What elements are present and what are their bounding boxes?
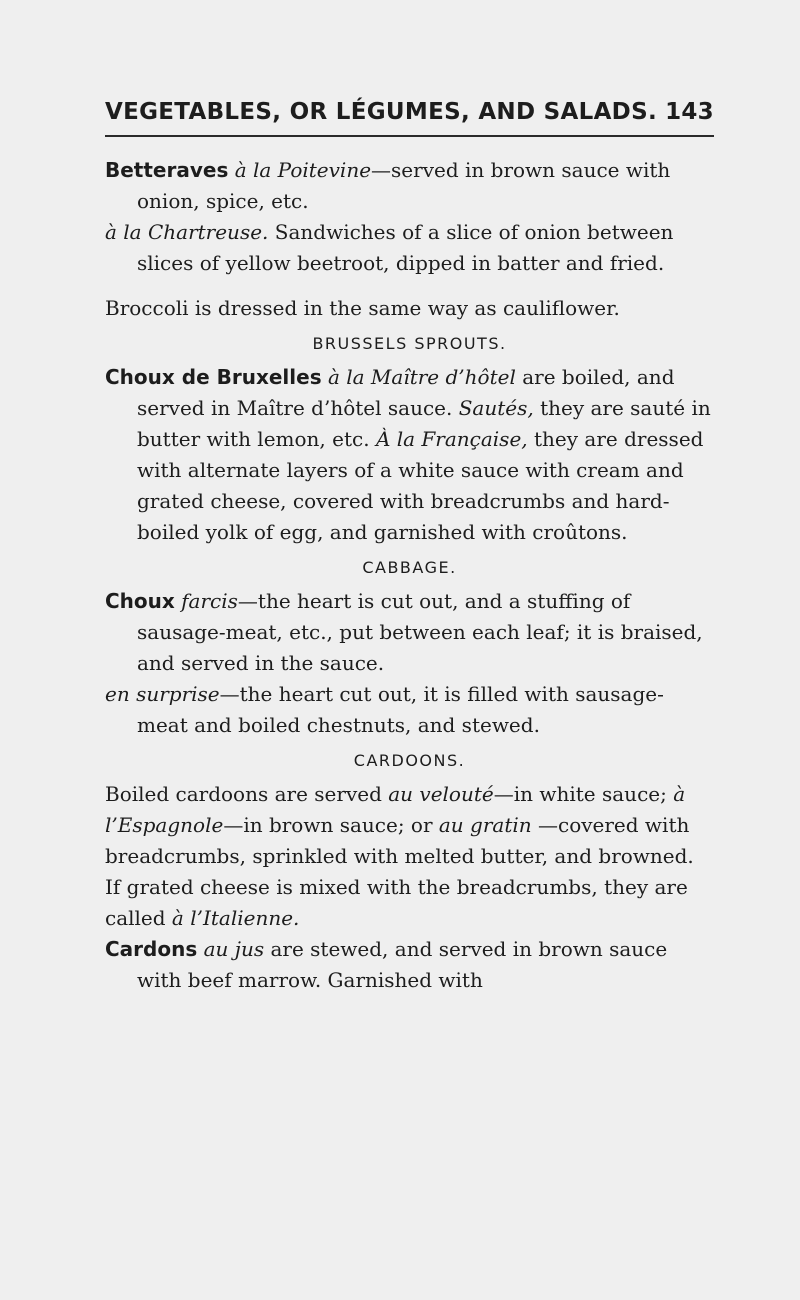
style-name: au gratin [438, 813, 532, 837]
entry-text: —in white sauce; [493, 782, 674, 806]
header-rule [105, 135, 714, 137]
style-name: en surprise [105, 682, 220, 706]
style-name: à l’Italienne. [171, 906, 300, 930]
entry-betteraves-chartreuse [105, 217, 714, 279]
page-header-title: VEGETABLES, OR LÉGUMES, AND SALADS. [105, 99, 657, 125]
style-name: à la Maître d’hôtel [327, 365, 516, 389]
section-heading-cardoons: CARDOONS. [353, 751, 466, 770]
style-name: À la Française, [375, 427, 528, 451]
entry-lead: Betteraves [105, 158, 229, 182]
entry-lead: Cardons [105, 937, 198, 961]
entry-lead: Choux de Bruxelles [105, 365, 322, 389]
entry-choux-de-bruxelles [105, 362, 714, 548]
style-name: à la Chartreuse. [105, 220, 269, 244]
entry-text: they are dressed with alternate layers of a white sauce with cream and grated cheese, covered with breadcrumbs and hard-boiled yolk of egg, and garnished with croûtons. [137, 427, 704, 544]
running-head [105, 98, 714, 126]
entry-choux-farcis [105, 586, 714, 679]
entry-text: are stewed, and served in brown sauce with beef marrow. Garnished with [137, 937, 668, 992]
section-heading-cabbage: CABBAGE. [362, 558, 457, 577]
entry-text: Sandwiches of a slice of onion between slices of yellow beetroot, dipped in batter and fried. [137, 220, 674, 275]
entry-text: —covered with breadcrumbs, sprinkled with melted butter, and browned. If grated cheese is mixed with the breadcrumbs, they are called [105, 813, 694, 930]
style-name: au jus [203, 937, 265, 961]
entry-text: —in brown sauce; or [223, 813, 439, 837]
entry-cardoons [105, 779, 714, 934]
entry-text: are boiled, and served in Maître d’hôtel sauce. [137, 365, 675, 420]
style-name: Sautés, [458, 396, 534, 420]
entry-lead: Choux [105, 589, 175, 613]
entry-betteraves-poitevine [105, 155, 714, 217]
entry-text: —the heart cut out, it is filled with sausage-meat and boiled chestnuts, and stewed. [137, 682, 664, 737]
page-number: 143 [665, 99, 714, 125]
section-heading-brussels-sprouts: BRUSSELS SPROUTS. [312, 334, 507, 353]
entry-text: they are sauté in butter with lemon, etc. [137, 396, 711, 451]
entry-text: Broccoli is dressed in the same way as cauliflower. [105, 296, 620, 320]
entry-text: —the heart is cut out, and a stuffing of sausage-meat, etc., put between each leaf; it is braised, and served in the sauce. [137, 589, 703, 675]
entry-text: Boiled cardoons are served [105, 782, 389, 806]
entry-cardons-au-jus [105, 934, 714, 996]
style-name: au velouté [388, 782, 494, 806]
style-name: farcis [181, 589, 238, 613]
style-name: à la Poitevine [234, 158, 372, 182]
entry-broccoli [105, 293, 714, 324]
entry-choux-en-surprise [105, 679, 714, 741]
style-name: à l’Espagnole [105, 782, 686, 837]
entry-text: —served in brown sauce with onion, spice, etc. [137, 158, 671, 213]
